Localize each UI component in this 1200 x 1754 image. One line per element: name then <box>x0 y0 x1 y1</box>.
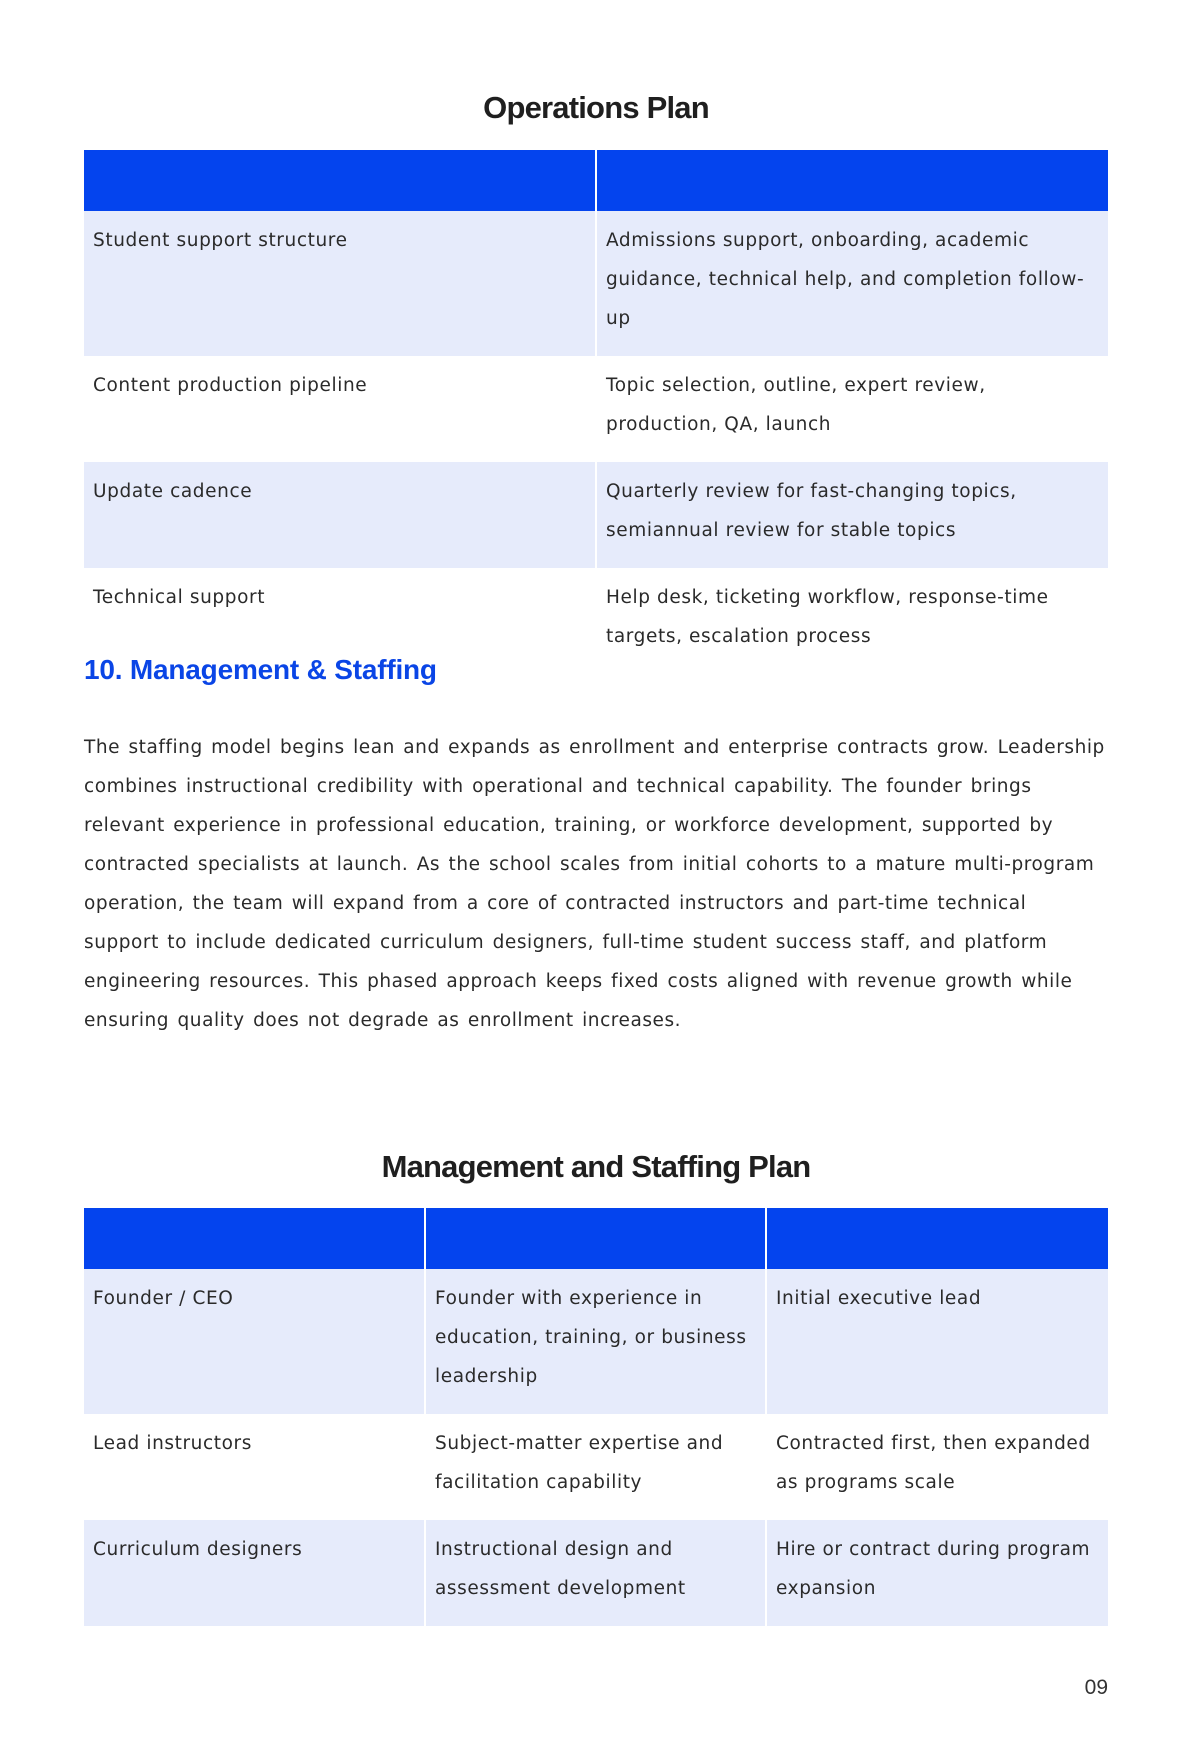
operations-detail-cell: Quarterly review for fast-changing topics, semiannual review for stable topics <box>596 462 1108 568</box>
staffing-plan-table <box>84 1208 1108 1626</box>
operations-detail-cell: Admissions support, onboarding, academic guidance, technical help, and completion follow-up <box>596 211 1108 356</box>
operations-detail-cell: Topic selection, outline, expert review, production, QA, launch <box>596 356 1108 462</box>
table-row <box>84 211 1108 356</box>
section-paragraph: The staffing model begins lean and expands as enrollment and enterprise contracts grow. Leadership combines instructional credibility with operational and technical capability. The founder brings relevant experience in professional education, training, or workforce development, supported by contracted specialists at launch. As the school scales from initial cohorts to a mature multi-program operation, the team will expand from a core of contracted instructors and part-time technical support to include dedicated curriculum designers, full-time student success staff, and platform engineering resources. This phased approach keeps fixed costs aligned with revenue growth while ensuring quality does not degrade as enrollment increases. <box>84 737 1105 1031</box>
staffing-table-header-cell <box>766 1208 1108 1269</box>
staffing-qualification-cell: Instructional design and assessment development <box>425 1520 766 1626</box>
table-row <box>84 462 1108 568</box>
staffing-table-header-cell <box>84 1208 425 1269</box>
operations-table-header-cell <box>596 150 1108 211</box>
operations-table-header-cell <box>84 150 596 211</box>
staffing-timing-cell: Initial executive lead <box>766 1269 1108 1414</box>
staffing-role-cell: Founder / CEO <box>84 1269 425 1414</box>
operations-item-cell: Content production pipeline <box>84 356 596 462</box>
operations-table-header-row <box>84 150 1108 211</box>
staffing-plan-title: Management and Staffing Plan <box>381 1149 811 1184</box>
staffing-timing-cell: Contracted first, then expanded as programs scale <box>766 1414 1108 1520</box>
document-page <box>84 0 1108 1754</box>
table-row <box>84 1520 1108 1626</box>
operations-plan-title: Operations Plan <box>483 90 709 125</box>
section-heading: 10. Management & Staffing <box>84 654 437 685</box>
table-row <box>84 1414 1108 1520</box>
staffing-qualification-cell: Subject-matter expertise and facilitation capability <box>425 1414 766 1520</box>
staffing-timing-cell: Hire or contract during program expansion <box>766 1520 1108 1626</box>
staffing-table-header-cell <box>425 1208 766 1269</box>
staffing-qualification-cell: Founder with experience in education, training, or business leadership <box>425 1269 766 1414</box>
page-number: 09 <box>1084 1676 1108 1699</box>
staffing-role-cell: Lead instructors <box>84 1414 425 1520</box>
staffing-table-header-row <box>84 1208 1108 1269</box>
table-row <box>84 356 1108 462</box>
table-row <box>84 1269 1108 1414</box>
operations-item-cell: Update cadence <box>84 462 596 568</box>
operations-plan-table <box>84 150 1108 674</box>
operations-item-cell: Student support structure <box>84 211 596 356</box>
staffing-role-cell: Curriculum designers <box>84 1520 425 1626</box>
operations-item-cell: Technical support <box>84 568 596 674</box>
operations-detail-cell: Help desk, ticketing workflow, response-time targets, escalation process <box>596 568 1108 674</box>
